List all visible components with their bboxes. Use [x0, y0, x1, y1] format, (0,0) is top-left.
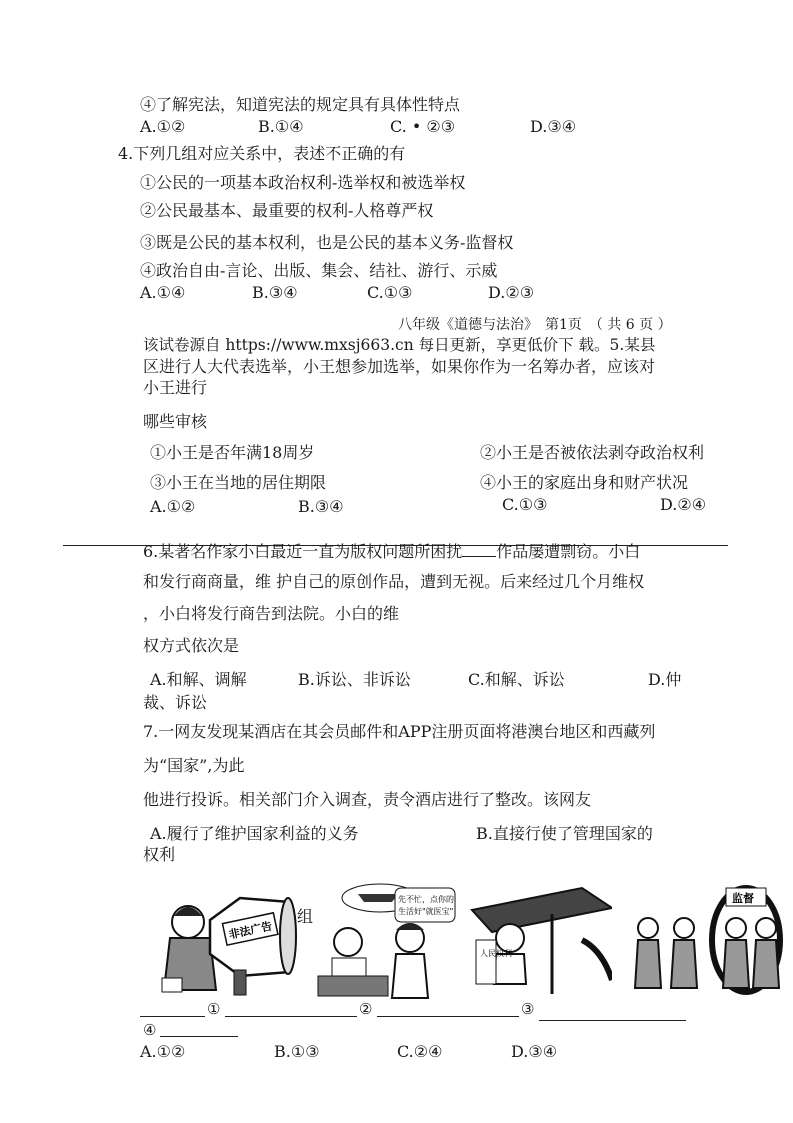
p2-bubble-text-2: 生活好"就医宝" — [398, 907, 454, 916]
cartoon-panel-1 — [140, 880, 300, 1000]
q4-option-b: B.③④ — [252, 283, 298, 302]
q6-option-d-cont: 裁、诉讼 — [143, 693, 208, 712]
q8-option-d: D.③④ — [511, 1042, 558, 1061]
q4-option-a: A.①④ — [140, 283, 186, 302]
q3-option-d: D.③④ — [530, 117, 577, 136]
caption-line-3a — [377, 1016, 519, 1017]
q8-option-b: B.①③ — [274, 1042, 320, 1061]
caption-3: ③ — [521, 1000, 535, 1018]
q8-option-c: C.②④ — [397, 1042, 443, 1061]
q4-item-3: ③既是公民的基本权利，也是公民的基本义务-监督权 — [140, 233, 514, 252]
q4-item-1: ①公民的一项基本政治权利-选举权和被选举权 — [140, 173, 466, 192]
q4-item-4: ④政治自由-言论、出版、集会、结社、游行、示威 — [140, 261, 498, 280]
q7-line-1: 7.一网友发现某酒店在其会员邮件和APP注册页面将港澳台地区和西藏列 — [143, 722, 656, 741]
q4-item-2: ②公民最基本、最重要的权利-人格尊严权 — [140, 201, 434, 220]
cartoon-strip — [140, 880, 793, 1000]
p3-umbrella-text: 人民权利 — [480, 949, 512, 958]
q5-item-2: ②小王是否被依法剥夺政治权利 — [480, 443, 705, 462]
caption-line-3b — [539, 1020, 686, 1021]
q6-blank — [462, 540, 496, 557]
q3-option-a: A.①② — [140, 117, 186, 136]
q5-item-3: ③小王在当地的居住期限 — [150, 473, 327, 492]
q6-line-1a: 6.某著名作家小白最近一直为版权问题所困扰 — [143, 542, 463, 561]
caption-2: ② — [359, 1000, 373, 1018]
q6-line-2: 和发行商商量，维 护自己的原创作品，遭到无视。后来经过几个月维权 — [143, 572, 645, 591]
p1-sign-text: 非法广告 — [227, 919, 274, 942]
q5-option-a: A.①② — [150, 497, 196, 516]
q5-item-1: ①小王是否年满18周岁 — [150, 443, 315, 462]
q7-line-2: 为“国家”,为此 — [143, 756, 245, 775]
cartoon-panel-4 — [618, 880, 793, 1000]
q6-line-1b: 作品屡遭剽窃。小白 — [496, 542, 641, 561]
q7-option-a: A.履行了维护国家利益的义务 — [150, 824, 359, 843]
q5-item-4: ④小王的家庭出身和财产状况 — [480, 473, 689, 492]
p2-bubble-text-1: 先不忙，点你的 — [398, 895, 454, 904]
q8-option-a: A.①② — [140, 1042, 186, 1061]
q3-option-c: C. • ②③ — [390, 117, 456, 136]
q7-line-3: 他进行投诉。相关部门介入调查，责令酒店进行了整改。该网友 — [143, 790, 592, 809]
q7-option-b-cont: 权利 — [143, 845, 176, 864]
q4-option-c: C.①③ — [367, 283, 413, 302]
cartoon-panel-3 — [462, 880, 612, 1000]
caption-1: ① — [207, 1000, 221, 1018]
q6-option-a: A.和解、调解 — [150, 670, 247, 689]
q3-item-4: ④了解宪法，知道宪法的规定具有具体性特点 — [140, 95, 461, 114]
q3-option-b: B.①④ — [258, 117, 304, 136]
q5-option-d: D.②④ — [660, 495, 707, 514]
q5-line-2: 区进行人大代表选举，小王想参加选举，如果你作为一名筹办者，应该对 — [143, 357, 656, 376]
caption-line-4 — [160, 1036, 238, 1037]
source-line: 该试卷源自 https://www.mxsj663.cn 每日更新，享更低价下 载。5.某县 — [143, 336, 656, 354]
q6-line-1 — [143, 540, 640, 562]
q6-option-b: B.诉讼、非诉讼 — [298, 670, 411, 689]
caption-line-2a — [225, 1016, 357, 1017]
q6-line-3: ，小白将发行商告到法院。小白的维 — [143, 604, 400, 623]
p4-mirror-text: 监督 — [732, 892, 754, 905]
q5-line-3: 小王进行 — [143, 378, 208, 397]
q7-partial-text: 组 — [297, 907, 314, 926]
q6-line-4: 权方式依次是 — [143, 636, 240, 655]
q4-option-d: D.②③ — [488, 283, 535, 302]
caption-4: ④ — [143, 1021, 157, 1039]
q5-option-b: B.③④ — [298, 497, 344, 516]
q5-line-4: 哪些审核 — [143, 412, 208, 431]
q7-option-b: B.直接行使了管理国家的 — [476, 824, 653, 843]
cartoon-panel-2 — [310, 880, 460, 1000]
q5-option-c: C.①③ — [502, 495, 548, 514]
page-footer: 八年级《道德与法治》 第1页 （ 共 6 页 ） — [398, 317, 672, 333]
q6-option-d: D.仲 — [648, 670, 682, 689]
q6-option-c: C.和解、诉讼 — [468, 670, 565, 689]
q4-stem: 4.下列几组对应关系中，表述不正确的有 — [118, 144, 406, 163]
caption-line-1a — [140, 1016, 205, 1017]
